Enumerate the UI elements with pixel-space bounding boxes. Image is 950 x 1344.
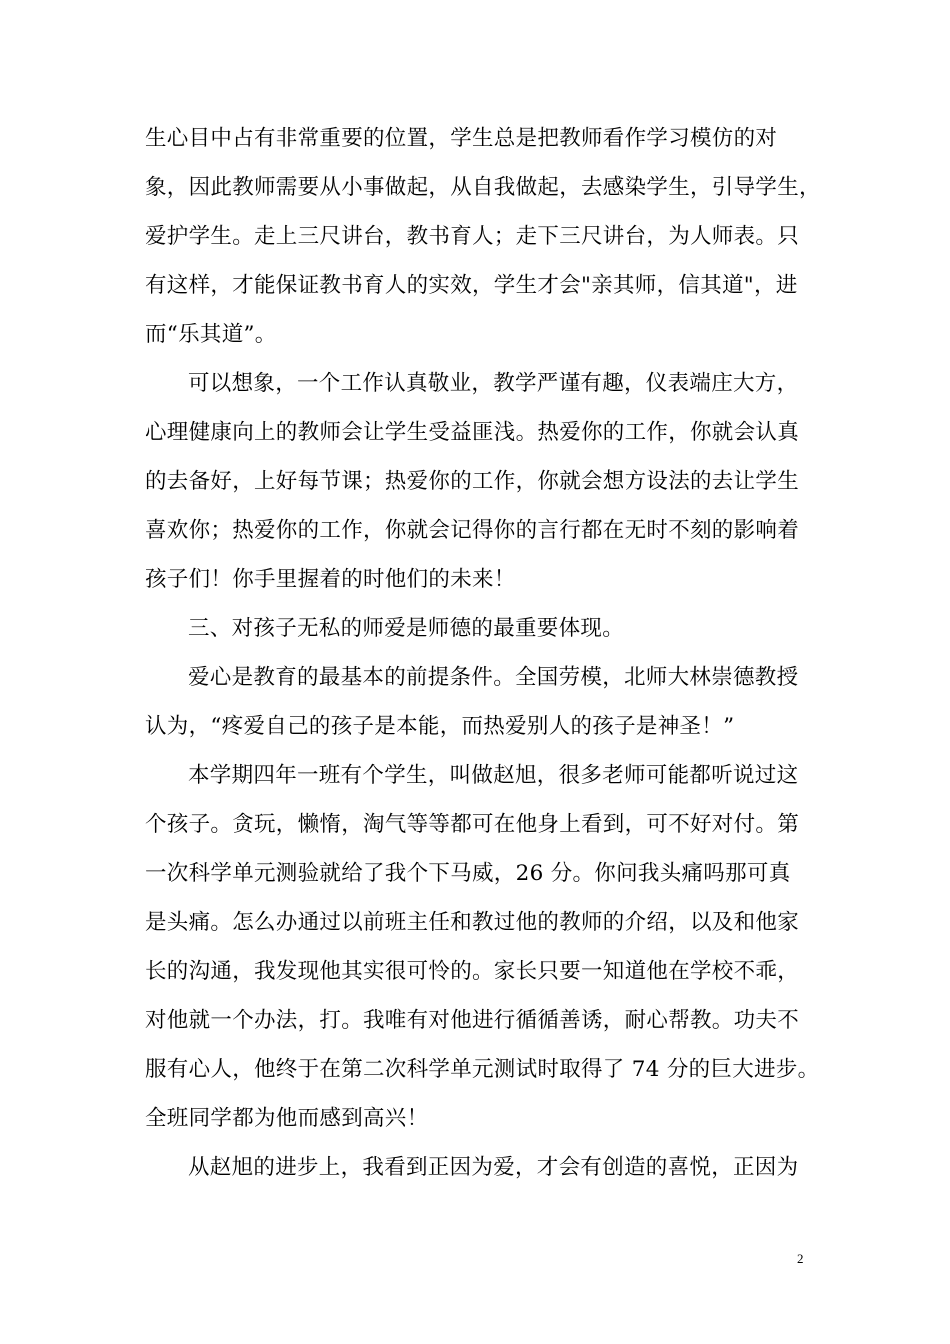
text-line: 服有心人，他终于在第二次科学单元测试时取得了 74 分的巨大进步。 bbox=[145, 1057, 820, 1082]
section-heading: 三、对孩子无私的师爱是师德的最重要体现。 bbox=[188, 616, 625, 641]
text-line: 一次科学单元测验就给了我个下马威，26 分。你问我头痛吗那可真 bbox=[145, 861, 791, 886]
text-line: 爱护学生。走上三尺讲台，教书育人；走下三尺讲台，为人师表。只 bbox=[145, 224, 800, 249]
paragraph-start-line: 可以想象，一个工作认真敬业，教学严谨有趣，仪表端庄大方， bbox=[188, 371, 799, 396]
text-line: 全班同学都为他而感到高兴！ bbox=[145, 1106, 429, 1131]
paragraph-start-line: 本学期四年一班有个学生，叫做赵旭，很多老师可能都听说过这 bbox=[188, 763, 799, 788]
text-line: 心理健康向上的教师会让学生受益匪浅。热爱你的工作，你就会认真 bbox=[145, 420, 800, 445]
paragraph-start-line: 从赵旭的进步上，我看到正因为爱，才会有创造的喜悦，正因为 bbox=[188, 1155, 799, 1180]
text-line: 孩子们！你手里握着的时他们的未来！ bbox=[145, 567, 516, 592]
text-line: 长的沟通，我发现他其实很可怜的。家长只要一知道他在学校不乖， bbox=[145, 959, 800, 984]
paragraph-start-line: 爱心是教育的最基本的前提条件。全国劳模，北师大林崇德教授 bbox=[188, 665, 799, 690]
text-line: 的去备好，上好每节课；热爱你的工作，你就会想方设法的去让学生 bbox=[145, 469, 800, 494]
text-line: 生心目中占有非常重要的位置，学生总是把教师看作学习模仿的对 bbox=[145, 126, 778, 151]
text-line: 个孩子。贪玩，懒惰，淘气等等都可在他身上看到，可不好对付。第 bbox=[145, 812, 800, 837]
text-line: 喜欢你；热爱你的工作，你就会记得你的言行都在无时不刻的影响着 bbox=[145, 518, 800, 543]
text-line: 有这样，才能保证教书育人的实效，学生才会"亲其师，信其道"，进 bbox=[145, 273, 798, 298]
text-line: 象，因此教师需要从小事做起，从自我做起，去感染学生，引导学生， bbox=[145, 175, 821, 200]
page-number: 2 bbox=[797, 1251, 804, 1266]
text-line: 对他就一个办法，打。我唯有对他进行循循善诱，耐心帮教。功夫不 bbox=[145, 1008, 800, 1033]
text-line: 认为，“疼爱自己的孩子是本能，而热爱别人的孩子是神圣！” bbox=[145, 714, 735, 739]
body-text bbox=[145, 114, 821, 1192]
text-line: 是头痛。怎么办通过以前班主任和教过他的教师的介绍，以及和他家 bbox=[145, 910, 800, 935]
text-line: 而“乐其道”。 bbox=[145, 322, 277, 347]
